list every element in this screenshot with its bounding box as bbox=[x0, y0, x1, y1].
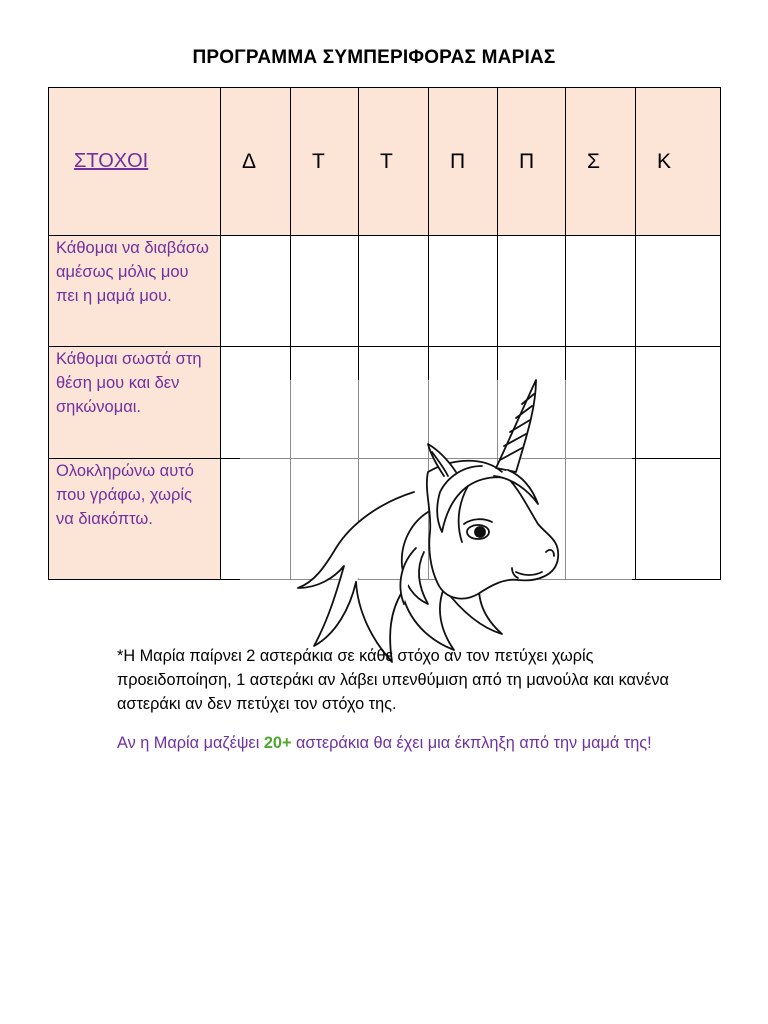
reward-text-start: Αν η Μαρία μαζέψει bbox=[117, 734, 264, 752]
day-header: Σ bbox=[566, 88, 636, 236]
mark-cell[interactable] bbox=[498, 236, 566, 347]
goal-text: Κάθομαι σωστά στη θέση μου και δεν σηκώνομαι. bbox=[49, 347, 221, 459]
reward-note bbox=[117, 731, 677, 755]
mark-cell[interactable] bbox=[636, 459, 721, 580]
reward-text-end: αστεράκια θα έχει μια έκπληξη από την μαμά της! bbox=[291, 734, 652, 752]
mark-cell[interactable] bbox=[291, 236, 359, 347]
day-header: Κ bbox=[636, 88, 721, 236]
day-header: Π bbox=[429, 88, 498, 236]
goals-header: ΣΤΟΧΟΙ bbox=[49, 88, 221, 236]
mark-cell[interactable] bbox=[636, 347, 721, 459]
day-header: Τ bbox=[359, 88, 429, 236]
mark-cell[interactable] bbox=[221, 236, 291, 347]
day-header: Π bbox=[498, 88, 566, 236]
goal-row bbox=[49, 236, 721, 347]
mark-cell[interactable] bbox=[359, 236, 429, 347]
unicorn-illustration bbox=[232, 372, 637, 672]
goal-text: Κάθομαι να διαβάσω αμέσως μόλις μου πει η μαμά μου. bbox=[49, 236, 221, 347]
page-title: ΠΡΟΓΡΑΜΜΑ ΣΥΜΠΕΡΙΦΟΡΑΣ ΜΑΡΙΑΣ bbox=[192, 47, 556, 68]
header-row bbox=[49, 88, 721, 236]
day-header: Δ bbox=[221, 88, 291, 236]
rules-note: *Η Μαρία παίρνει 2 αστεράκια σε κάθε στόχο αν τον πετύχει χωρίς προειδοποίηση, 1 αστεράκι αν λάβει υπενθύμιση από τη μανούλα και κανένα αστεράκι αν δεν πετύχει τον στόχο της. bbox=[117, 647, 669, 713]
mark-cell[interactable] bbox=[636, 236, 721, 347]
mark-cell[interactable] bbox=[566, 236, 636, 347]
goal-text: Ολοκληρώνω αυτό που γράφω, χωρίς να διακόπτω. bbox=[49, 459, 221, 580]
day-header: Τ bbox=[291, 88, 359, 236]
reward-target-number: 20+ bbox=[263, 734, 292, 752]
mark-cell[interactable] bbox=[429, 236, 498, 347]
